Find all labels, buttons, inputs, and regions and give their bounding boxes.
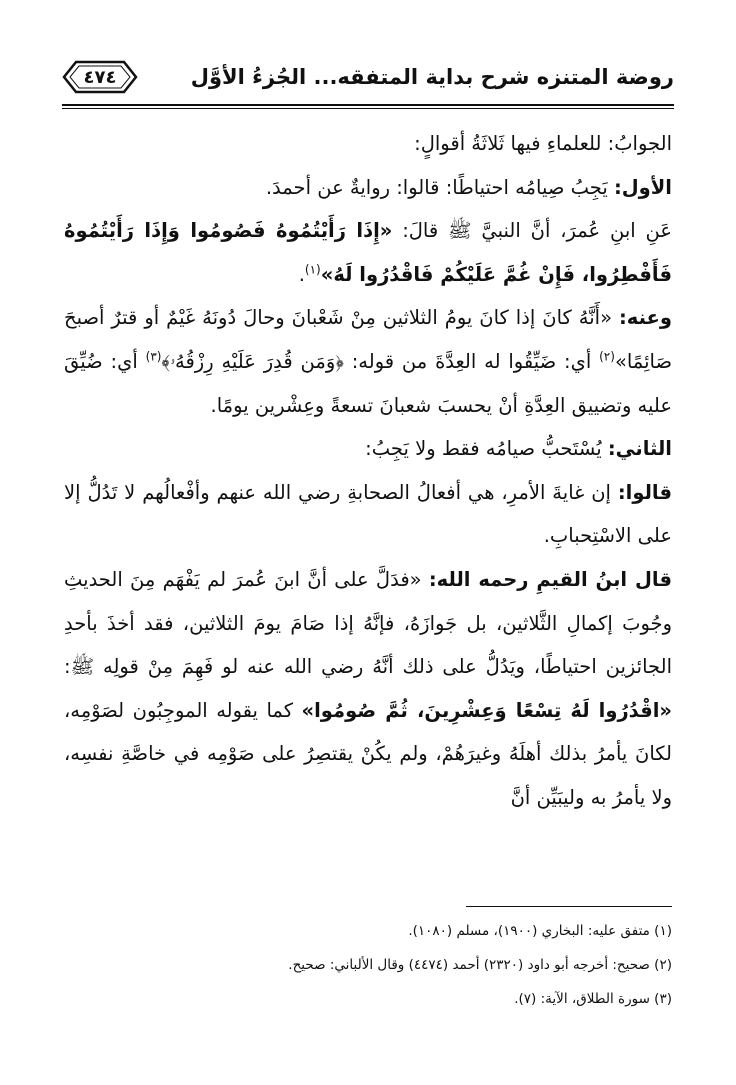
paragraph-hadith-ibn-umar: عَنِ ابنِ عُمرَ، أنَّ النبيَّ ﷺ قالَ: «إِذَا رَأَيْتُمُوهُ فَصُومُوا وَإِذَا رَأَيْتُمُوهُ فَأَفْطِرُوا، فَإِنْ غُمَّ عَلَيْكُمْ فَاقْدُرُوا لَهُ»$^{(١)}$. [64, 219, 672, 286]
footnote-ref-2: (٢) [599, 349, 615, 364]
paragraph-narration: وعنه: «أَنَّهُ كانَ إذا كانَ يومُ الثلاثين مِنْ شَعْبانَ وحالَ دُونَهُ غَيْمٌ أو قترٌ أصبحَ صَائِمًا»$^{(٢)}$ أي: ضَيِّقُوا له العِدَّةَ من قوله: ﴿وَمَن قُدِرَ عَلَيْهِ رِزْقُهُۥ﴾$^{(٣)}$ أي: ضُيِّقَ عليه وتضييق العِدَّةِ أنْ يحسبَ شعبانَ تسعةً وعِشْرين يومًا. [64, 306, 673, 417]
paragraph-second-opinion: الثاني: يُسْتَحبُّ صيامُه فقط ولا يَجِبُ: [365, 437, 672, 461]
paragraph-they-said: قالوا: إن غايةَ الأمرِ، هي أفعالُ الصحابةِ رضي الله عنهم وأفْعالُهم لا تَدُلُّ إلا على الاسْتِحبابِ. [64, 480, 672, 548]
footnote-separator [466, 906, 672, 907]
paragraph-answer: الجوابُ: للعلماءِ فيها ثَلاثَةُ أقوالٍ: [414, 132, 672, 155]
running-title: روضة المتنزه شرح بداية المتفقه... الجُزءُ الأوَّل [190, 65, 674, 89]
footnote-2: (٢) صحيح: أخرجه أبو داود (٢٣٢٠) أحمد (٤٤٧٤) وقال الألباني: صحيح. [288, 957, 672, 973]
paragraph-first-opinion: الأول: يَجِبُ صِيامُه احتياطًا: قالوا: روايةٌ عن أحمدَ. [265, 175, 672, 199]
header-rule [62, 104, 674, 106]
main-text [64, 122, 672, 820]
paragraph-ibn-al-qayyim: قال ابنُ القيمِ رحمه الله: «فدَلَّ على أنَّ ابنَ عُمرَ لم يَفْهَم مِنَ الحديثِ وجُوبَ إكمالِ الثَّلاثين، بل جَوازَهُ، فإنَّهُ إذا صَامَ يومَ الثلاثين، فقد أخذَ بأحدِ الجائزين احتياطًا، ويَدُلُّ على ذلك أنَّهُ رضي الله عنه لو فَهِمَ مِنْ قولِه ﷺ: «اقْدُرُوا لَهُ تِسْعًا وَعِشْرِينَ، ثُمَّ صُومُوا» كما يقوله الموجِبُون لصَوْمِه، لكانَ يأمرُ بذلك أهلَهُ وغيرَهُمْ، ولم يكُنْ يقتصِرُ على صَوْمِه في خاصَّةِ نفسِه، ولا يأمرُ به وليبَيِّن أنَّ [64, 567, 672, 809]
page-number-badge [62, 60, 138, 94]
footnote-ref-3: (٣) [145, 349, 162, 364]
page-number: ٤٧٤ [83, 66, 117, 88]
header-rule-thin [62, 108, 674, 109]
footnote-1: (١) متفق عليه: البخاري (١٩٠٠)، مسلم (١٠٨٠). [408, 923, 672, 939]
page-header [62, 52, 674, 102]
footnote-3: (٣) سورة الطلاق، الآية: (٧). [514, 991, 672, 1007]
footnotes [64, 914, 672, 1016]
footnote-ref-1: (١) [304, 262, 321, 277]
